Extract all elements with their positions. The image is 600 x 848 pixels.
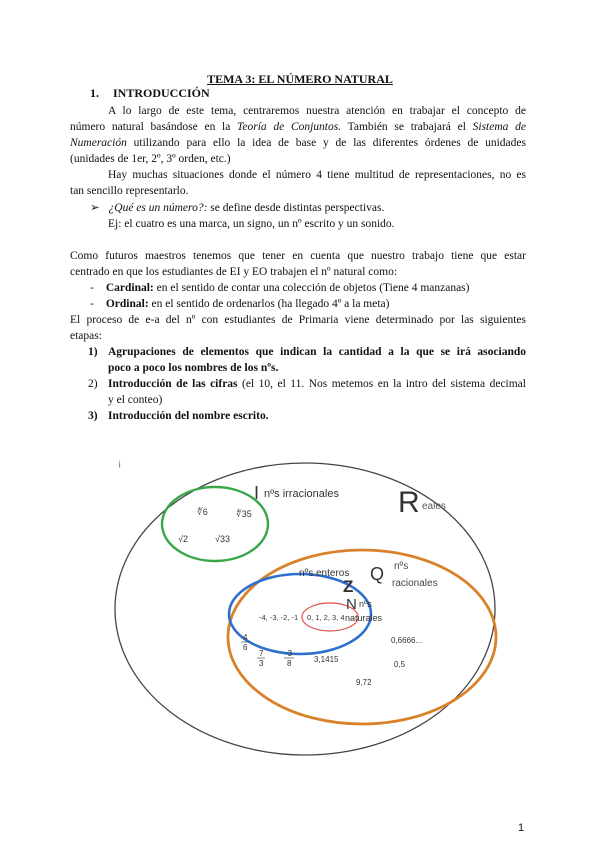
etapa-3-line-1: Introducción del nombre escrito.	[108, 410, 269, 422]
etapa-2-number: 2)	[88, 378, 98, 390]
racionales-label-2: racionales	[392, 578, 438, 589]
racionales-letter: Q	[370, 564, 385, 584]
irr-value-1: ∜6	[197, 507, 208, 517]
intro-line-6: tan sencillo representarlo.	[70, 185, 189, 197]
racionales-set-outline	[228, 550, 496, 724]
etapa-2-line-1: Introducción de las cifras (el 10, el 11. Nos metemos en la intro del sistema decimal	[108, 378, 526, 390]
fraction-2-num: 7	[259, 649, 264, 658]
example-line: Ej: el cuatro es una marca, un signo, un nº escrito y un sonido.	[108, 218, 395, 230]
intro-line-3: Numeración utilizando para ello la idea de base y de las diferentes órdenes de unidades	[70, 137, 526, 149]
proceso-line-2: etapas:	[70, 330, 102, 342]
diagram-mark: ¡	[118, 458, 122, 469]
etapa-1-line-1: Agrupaciones de elementos que indican la cantidad a la que se irá asociando	[108, 346, 526, 358]
irr-value-3: √2	[178, 534, 188, 544]
irr-value-2: ∜35	[236, 509, 252, 519]
intro-line-5: Hay muchas situaciones donde el número 4 tiene multitud de representaciones, no es	[108, 169, 526, 181]
section-number: 1.	[90, 86, 99, 100]
irracionales-label: nºs irracionales	[264, 488, 339, 500]
naturales-letter: N	[346, 596, 357, 613]
enteros-values: -4, -3, -2, -1	[259, 613, 299, 622]
decimal-2: 3,1415	[314, 655, 339, 664]
enteros-label: nºs enteros	[299, 568, 350, 579]
question-line: ➢ ¿Qué es un número?: se define desde distintas perspectivas.	[90, 202, 385, 214]
decimal-3: 0,5	[394, 660, 406, 669]
irracionales-letter: I	[254, 483, 260, 503]
fraction-3-num: -3	[285, 649, 293, 658]
dash-item-ordinal: - Ordinal: en el sentido de ordenarlos (ha llegado 4º a la meta)	[90, 298, 390, 310]
naturales-label-2: naturales	[345, 613, 383, 623]
etapa-3-number: 3)	[88, 410, 98, 422]
dash-item-cardinal: - Cardinal: en el sentido de contar una colección de objetos (Tiene 4 manzanas)	[90, 282, 470, 294]
racionales-label-1: nºs	[394, 561, 409, 572]
naturales-values: 0, 1, 2, 3, 4	[307, 613, 345, 622]
intro-line-1: A lo largo de este tema, centraremos nuestra atención en trabajar el concepto de	[108, 105, 526, 117]
enteros-letter: Z	[343, 577, 354, 596]
fraction-2-den: 3	[259, 659, 264, 668]
fraction-3-den: 8	[287, 659, 292, 668]
arrow-bullet-icon: ➢	[90, 202, 100, 214]
section-title: INTRODUCCIÓN	[113, 86, 210, 100]
irr-value-4: √33	[215, 534, 230, 544]
reales-letter: R	[398, 486, 420, 519]
irracionales-set-outline	[162, 487, 268, 561]
reales-label: eales	[422, 501, 446, 512]
intro-line-4: (unidades de 1er, 2º, 3º orden, etc.)	[70, 153, 231, 165]
page-title: TEMA 3: EL NÚMERO NATURAL	[207, 72, 393, 86]
etapa-2-line-2: y el conteo)	[108, 394, 163, 406]
fraction-1-num: 4	[243, 633, 248, 642]
etapa-1-line-2: poco a poco los nombres de los nºs.	[108, 362, 279, 374]
page-number: 1	[518, 822, 525, 834]
intro-line-2: número natural basándose en la Teoría de Conjuntos. También se trabajará el Sistema de	[70, 121, 526, 133]
naturales-label-1: nºs	[359, 599, 372, 609]
futuros-line-2: centrado en que los estudiantes de EI y EO trabajen el nº natural como:	[70, 266, 398, 278]
etapa-1-number: 1)	[88, 346, 98, 358]
decimal-4: 9,72	[356, 678, 372, 687]
fraction-1-den: 6	[243, 643, 248, 652]
proceso-line-1: El proceso de e-a del nº con estudiantes de Primaria viene determinado por las siguientes	[70, 314, 526, 326]
decimal-1: 0,6666...	[391, 636, 423, 645]
futuros-line-1: Como futuros maestros tenemos que tener en cuenta que nuestro trabajo tiene que estar	[70, 250, 526, 262]
